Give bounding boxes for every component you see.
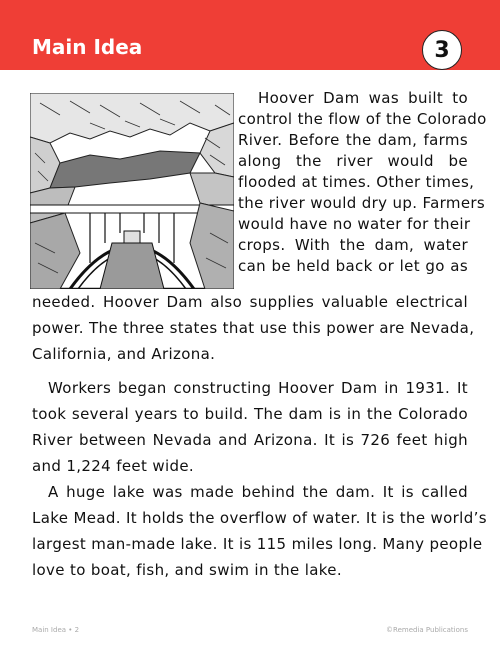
text-line: Lake Mead. It holds the overflow of water. It is the world’s: [32, 509, 487, 527]
text-line: largest man-made lake. It is 115 miles long. Many people: [32, 535, 483, 553]
page-number-badge: 3: [422, 30, 462, 70]
footer-right-text: ©Remedia Publications: [386, 626, 468, 634]
text-line: California, and Arizona.: [32, 345, 216, 363]
text-line: Hoover Dam was built to: [258, 89, 468, 107]
hoover-dam-illustration: [30, 93, 234, 289]
text-line: crops. With the dam, water: [238, 236, 468, 254]
text-line: can be held back or let go as: [238, 257, 468, 275]
text-line: A huge lake was made behind the dam. It is called: [48, 483, 468, 501]
text-line: love to boat, fish, and swim in the lake.: [32, 561, 342, 579]
text-line: River between Nevada and Arizona. It is 726 feet high: [32, 431, 468, 449]
text-line: took several years to build. The dam is in the Colorado: [32, 405, 468, 423]
footer-left-text: Main Idea • 2: [32, 626, 80, 634]
text-line: flooded at times. Other times,: [238, 173, 475, 191]
text-line: the river would dry up. Farmers: [238, 194, 486, 212]
text-line: power. The three states that use this power are Nevada,: [32, 319, 475, 337]
page-title: Main Idea: [32, 35, 143, 59]
text-line: Workers began constructing Hoover Dam in 1931. It: [48, 379, 468, 397]
text-line: and 1,224 feet wide.: [32, 457, 195, 475]
text-line: River. Before the dam, farms: [238, 131, 468, 149]
header-banner: [0, 0, 500, 70]
text-line: control the flow of the Colorado: [238, 110, 487, 128]
text-line: would have no water for their: [238, 215, 471, 233]
text-line: needed. Hoover Dam also supplies valuable electrical: [32, 293, 468, 311]
text-line: along the river would be: [238, 152, 468, 170]
